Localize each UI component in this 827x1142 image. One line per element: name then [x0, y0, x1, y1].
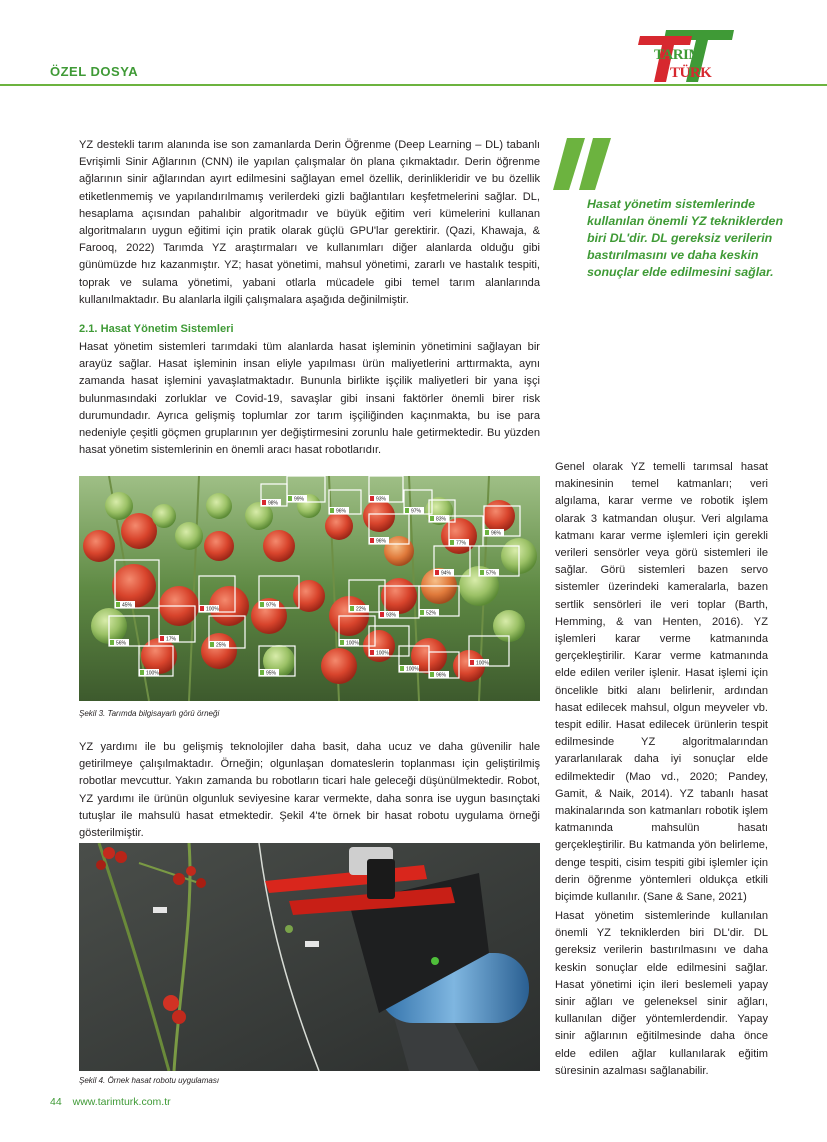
section-paragraph: Hasat yönetim sistemleri tarımdaki tüm alanlarda hasat işleminin yönetimini sağlayan bir arayüz sağlar. Hasat işleminin insan eliyle yapılması ürün maliyetlerini arttırmakta, aynı zamanda hasat işlemini yavaşlatmaktadır. Bununla birlikte işçilik maliyetleri bir yana işçi bulunmasındaki zorluklar ve Covid-19, savaşlar gibi insani faktörler önemli birer risk durumundadır. Ayrıca gelişmiş toplumlar zor tarım işçiliğinden kaçınmakta, bu ise para nedeniyle çeşitli göçmen gruplarının yer değiştirmesini zorunlu hale getirmektedir. Bu yüzden hasat yönetim sistemlerinin en önemli aracı hasat robotlarıdır. — [79, 341, 540, 457]
detection-label: 96% — [376, 538, 387, 545]
page-number: 44 — [50, 1096, 62, 1108]
footer — [50, 1096, 171, 1108]
pull-quote: Hasat yönetim sistemlerinde kullanılan önemli YZ tekniklerden biri DL'dir. DL gereksiz verilerin bastırılmasını ve daha keskin sonuçlar elde edilmesini sağlar. — [587, 197, 784, 280]
tomato — [121, 513, 157, 549]
footer-url[interactable]: www.tarimturk.com.tr — [72, 1096, 171, 1108]
detection-label: 97% — [411, 508, 422, 515]
figure-4-caption: Şekil 4. Örnek hasat robotu uygulaması — [79, 1076, 220, 1085]
tomato — [263, 530, 295, 562]
detection-label: 100% — [476, 660, 489, 667]
tomato — [201, 633, 237, 669]
tomato — [381, 578, 417, 614]
figure-4-image — [79, 843, 540, 1071]
figure-3-image — [79, 476, 540, 701]
tomato — [141, 638, 177, 674]
detection-label: 100% — [376, 650, 389, 657]
detection-label: 100% — [406, 666, 419, 673]
detection-label: 95% — [266, 670, 277, 677]
quote-mark-icon — [553, 136, 613, 192]
header-rule — [0, 84, 827, 86]
tomato — [483, 500, 515, 532]
figure-3-caption: Şekil 3. Tarımda bilgisayarlı görü örneği — [79, 709, 220, 718]
detection-label: 100% — [346, 640, 359, 647]
tomato — [152, 504, 176, 528]
detection-label: 98% — [268, 500, 279, 507]
tomato — [293, 580, 325, 612]
tomato — [321, 648, 357, 684]
right-column-paragraph-1: Genel olarak YZ temelli tarımsal hasat makinesinin temel katmanları; veri algılama, karar verme ve robotik işlem olarak 3 katmandan oluşur. Veri algılama katmanı karar verme işlemleri için gerekli verileri sensörler veya görü sistemleri ile sağlar. Görü sistemleri bazen servo sistemler üzerindeki kameralarla, bazen sertlik sensörleri ile veri toplar (Barth, Hemming, & van Henten, 2016). YZ işlemleri karar verme katmanında gerçekleştirilir. Karar verme katmanında elde edilen veriler işlenir. Hasat işlemi için öncelikle bitki alanı belirlenir, ardından hasat edilecek mahsul, olgun meyveler vb. tespit edilir. Hasat edilecek ürünlerin tespit edilmesinde YZ algoritmalarından yararlanılarak daha iyi sonuçlar elde edilmektedir (Mao vd., 2020; Pandey, Gamit, & Naik, 2014). YZ tabanlı hasat makinalarında son katmanları robotik işlem katmanında mahsulün hasatı gerçekleştirilir. Bu katmanda yön belirleme, denge tespiti, cisim tespiti gibi işlemler için derin öğrenme yöntemleri oldukça etkili biçimde kullanılır. (Sane & Sane, 2021) — [555, 461, 768, 904]
logo-bottom-text: TÜRK — [670, 65, 712, 81]
detection-label: 96% — [436, 672, 447, 679]
detection-label: 45% — [122, 602, 133, 609]
tomato — [83, 530, 115, 562]
intro-paragraph: YZ destekli tarım alanında ise son zamanlarda Derin Öğrenme (Deep Learning – DL) tabanlı Evrişimli Sinir Ağlarının (CNN) ile yapılan çalışmalar ön plana çıkmaktadır. Derin öğrenme ağlarının sinir ağlarından ayırt edilmesini sağlayan emel özellik, derinlikleridir ve bu özellik etiketlenmemiş ve yapılandırılmamış verilerdeki gizli bağlantıları keşfetmelerini sağlar. DL, hesaplama açısından pahalıbir algoritmadır ve büyük eğitim veri kümelerini kullanan algoritmaların uygun eğitimi için pratik olarak güçlü GPU'lar gerektirir. (Qazi, Khawaja, & Farooq, 2022) Tarımda YZ araştırmaları ve kullanımları diğer alanlarda olduğu gibi günümüzde hız kazanmıştır. YZ; hasat yönetimi, mahsul yönetimi, zararlı ve hastalık tespiti, toprak ve sulama yönetimi, yabani otlarla mücadele gibi temel tarım alanlarında kullanılmaktadır. Bu alanlarla ilgili çalışmalara aşağıda değinilmiştir. — [79, 139, 540, 306]
tomato — [325, 512, 353, 540]
detection-label: 56% — [116, 640, 127, 647]
tomato — [175, 522, 203, 550]
detection-label: 83% — [436, 516, 447, 523]
detection-label: 97% — [266, 602, 277, 609]
detection-label: 100% — [146, 670, 159, 677]
detection-label: 25% — [216, 642, 227, 649]
detection-label: 96% — [491, 530, 502, 537]
detection-label: 94% — [441, 570, 452, 577]
detection-label: 99% — [294, 496, 305, 503]
tomato — [206, 493, 232, 519]
section-label: ÖZEL DOSYA — [50, 64, 139, 79]
detection-label: 52% — [426, 610, 437, 617]
detection-label: 22% — [356, 606, 367, 613]
detection-label: 77% — [456, 540, 467, 547]
tomato — [204, 531, 234, 561]
tomato — [363, 500, 395, 532]
right-column-paragraph-2: Hasat yönetim sistemlerinde kullanılan önemli YZ tekniklerden biri DL'dir. DL gereksiz verilerin bastırılmasını ve daha keskin sonuçlar elde edilmesini sağlar. Hasat yönetimi için ileri beslemeli yapay sinir ağları ve geleneksel sinir ağları, kullanılan diğer yöntemlerdendir. Yapay sinir ağlarının eğitilmesinde daha önce elde edilen ağlar kullanılarak eğitim süresinin azalması sağlanabilir. — [555, 910, 768, 1077]
tomato — [441, 518, 477, 554]
tarimturk-logo — [636, 26, 740, 84]
section-heading: 2.1. Hasat Yönetim Sistemleri — [79, 323, 234, 335]
logo-top-text: TARIM — [654, 47, 703, 63]
detection-label: 93% — [386, 612, 397, 619]
detection-label: 57% — [486, 570, 497, 577]
detection-label: 17% — [166, 636, 177, 643]
tomato — [105, 492, 133, 520]
detection-label: 93% — [376, 496, 387, 503]
detection-label: 96% — [336, 508, 347, 515]
detection-label: 100% — [206, 606, 219, 613]
robot-paragraph: YZ yardımı ile bu gelişmiş teknolojiler daha basit, daha ucuz ve daha güvenilir hale getirilmeye çalışılmaktadır. Örneğin; olgunlaşan domateslerin toplanması için geliştirilmiş robotlar mevcuttur. Yakın zamanda bu robotların ticari hale geleceği düşünülmektedir. Robot, YZ yardımı ile ürünün olgunluk seviyesine karar vermekte, daha sonra ise uygun basınçtaki tutuşlar ile mahsulü hasat etmektedir. Şekil 4'te örnek bir hasat robotu uygulama örneği gösterilmiştir. — [79, 741, 540, 840]
